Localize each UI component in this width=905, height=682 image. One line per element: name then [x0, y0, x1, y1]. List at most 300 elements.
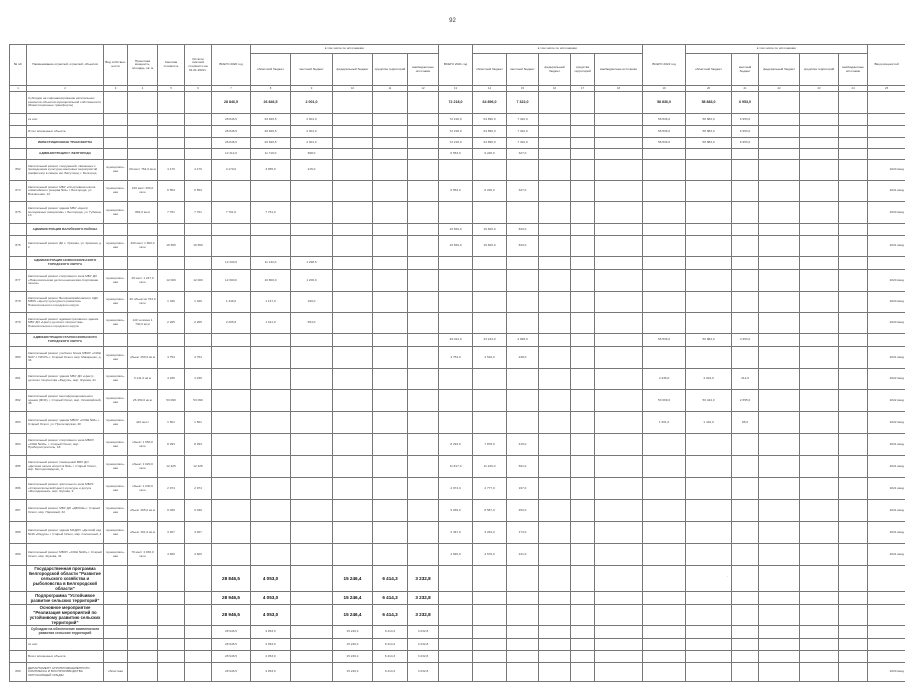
amount-cell: 6 553,0: [439, 181, 473, 202]
amount-cell: [595, 478, 643, 500]
amount-cell: [571, 639, 595, 651]
amount-cell: 173,0: [507, 522, 539, 544]
amount-cell: 50 884,0: [686, 334, 732, 347]
amount-cell: [839, 181, 868, 202]
table-row: [10, 347, 905, 369]
capacity-cell: [128, 334, 158, 347]
amount-cell: [439, 626, 473, 639]
amount-cell: [212, 224, 251, 236]
capacity-cell: обьект 265,0 кв.м: [128, 500, 158, 522]
amount-cell: [800, 334, 839, 347]
amount-cell: [759, 181, 800, 202]
capacity-cell: 45 мест 1 247,0 кв.м: [128, 270, 158, 292]
amount-cell: [408, 544, 439, 566]
col-header-extra-2022: внебюджетные источники: [839, 54, 868, 86]
amount-cell: [839, 138, 868, 149]
amount-cell: [839, 114, 868, 126]
commissioning-cell: 2022 ввод: [868, 369, 905, 390]
ownership-cell: муниципаль-ная: [104, 500, 128, 522]
amount-cell: [439, 369, 473, 390]
amount-cell: [686, 639, 732, 651]
amount-cell: [571, 592, 595, 605]
amount-cell: 28 946,5: [212, 639, 251, 651]
amount-cell: [507, 390, 539, 412]
amount-cell: [251, 500, 291, 522]
amount-cell: [539, 390, 571, 412]
amount-cell: [595, 236, 643, 257]
amount-cell: [759, 92, 800, 114]
amount-cell: [759, 651, 800, 663]
amount-cell: [373, 181, 408, 202]
amount-cell: [408, 478, 439, 500]
amount-cell: [839, 626, 868, 639]
amount-cell: 2 974: [158, 478, 185, 500]
capacity-cell: [128, 114, 158, 126]
amount-cell: [571, 92, 595, 114]
amount-cell: [571, 390, 595, 412]
column-number: 10: [333, 86, 373, 92]
amount-cell: [373, 347, 408, 369]
amount-cell: [408, 114, 439, 126]
amount-cell: 28 846,5: [212, 114, 251, 126]
ownership-cell: [104, 605, 128, 626]
amount-cell: [158, 566, 185, 592]
commissioning-cell: 2020 ввод: [868, 202, 905, 224]
object-name-cell: Капитальный ремонт помещений МБУ ДО «Детская школа искусств №2» г. Старый Оскол, мкр. Молодогвардеец, 3: [27, 456, 104, 478]
amount-cell: [251, 478, 291, 500]
amount-cell: 64 896,0: [473, 138, 507, 149]
amount-cell: 12 430,5: [212, 257, 251, 270]
amount-cell: [839, 334, 868, 347]
amount-cell: [595, 114, 643, 126]
column-number: 7: [212, 86, 251, 92]
amount-cell: 1 200,0: [291, 270, 333, 292]
amount-cell: [333, 224, 373, 236]
amount-cell: [408, 412, 439, 434]
amount-cell: [595, 651, 643, 663]
amount-cell: 241,0: [507, 544, 539, 566]
amount-cell: 4 053,0: [251, 663, 291, 682]
amount-cell: 197,0: [507, 478, 539, 500]
col-header-extra-2020: внебюджетные источники: [408, 54, 439, 86]
row-number-cell: [10, 126, 27, 138]
amount-cell: [571, 544, 595, 566]
amount-cell: 1 147,0: [251, 292, 291, 313]
amount-cell: [507, 313, 539, 334]
amount-cell: [185, 92, 212, 114]
amount-cell: [539, 270, 571, 292]
amount-cell: [595, 412, 643, 434]
amount-cell: [408, 500, 439, 522]
commissioning-cell: 2021 ввод: [868, 522, 905, 544]
object-name-cell: Капитальный ремонт учебного блока МБОУ «СОШ №27 с УИОП» г. Старый Оскол, мкр. Макаренко, д. 34: [27, 347, 104, 369]
amount-cell: [800, 292, 839, 313]
amount-cell: 4 820: [158, 544, 185, 566]
table-row: [10, 626, 905, 639]
row-number-cell: 879: [10, 313, 27, 334]
amount-cell: 327,0: [507, 181, 539, 202]
amount-cell: [539, 626, 571, 639]
object-name-cell: Субсидии на обеспечение комплексного развития сельских территорий: [27, 626, 104, 639]
amount-cell: [686, 522, 732, 544]
amount-cell: 1 501: [185, 412, 212, 434]
row-number-cell: 888: [10, 522, 27, 544]
group-header-2022: в том числе по источникам:: [686, 45, 868, 54]
amount-cell: [732, 456, 759, 478]
amount-cell: [732, 663, 759, 682]
amount-cell: [643, 626, 686, 639]
amount-cell: [291, 412, 333, 434]
amount-cell: 4 236: [158, 369, 185, 390]
commissioning-cell: 2022 ввод: [868, 390, 905, 412]
amount-cell: [643, 605, 686, 626]
amount-cell: 6 414,3: [373, 592, 408, 605]
amount-cell: [507, 257, 539, 270]
column-number: 15: [507, 86, 539, 92]
amount-cell: 4 053,0: [251, 626, 291, 639]
amount-cell: [571, 202, 595, 224]
amount-cell: 4 820,0: [439, 544, 473, 566]
amount-cell: [732, 478, 759, 500]
amount-cell: [759, 639, 800, 651]
amount-cell: [839, 160, 868, 181]
amount-cell: [595, 292, 643, 313]
amount-cell: 6 414,3: [373, 566, 408, 592]
amount-cell: 2 265: [158, 313, 185, 334]
amount-cell: [732, 313, 759, 334]
amount-cell: 3 232,8: [408, 651, 439, 663]
amount-cell: [759, 138, 800, 149]
amount-cell: [539, 224, 571, 236]
amount-cell: [686, 347, 732, 369]
amount-cell: 16 659,0: [439, 224, 473, 236]
amount-cell: [643, 500, 686, 522]
amount-cell: [373, 257, 408, 270]
table-row: [10, 270, 905, 292]
amount-cell: [800, 138, 839, 149]
amount-cell: [571, 522, 595, 544]
amount-cell: [212, 434, 251, 456]
amount-cell: [373, 292, 408, 313]
ownership-cell: [104, 149, 128, 160]
amount-cell: [158, 592, 185, 605]
amount-cell: [759, 566, 800, 592]
amount-cell: 58 883,0: [686, 92, 732, 114]
amount-cell: [212, 478, 251, 500]
ownership-cell: муниципаль-ная: [104, 202, 128, 224]
capacity-cell: [128, 126, 158, 138]
amount-cell: [333, 369, 373, 390]
row-number-cell: 885: [10, 456, 27, 478]
amount-cell: [373, 114, 408, 126]
amount-cell: 4 024,0: [686, 369, 732, 390]
capacity-cell: 400 мест 1 800,0 кв.м: [128, 236, 158, 257]
amount-cell: 2 001,0: [291, 114, 333, 126]
amount-cell: 654,0: [291, 313, 333, 334]
commissioning-cell: 2020 ввод: [868, 270, 905, 292]
row-number-cell: 882: [10, 390, 27, 412]
col-header-local-2020: местный бюджет: [291, 54, 333, 86]
amount-cell: [212, 334, 251, 347]
object-name-cell: Капитальный ремонт многофункционального здания (ФОК), г. Старый Оскол, мкр. Олимпийский, 45: [27, 390, 104, 412]
amount-cell: [759, 160, 800, 181]
amount-cell: [686, 181, 732, 202]
commissioning-cell: [868, 626, 905, 639]
amount-cell: [507, 270, 539, 292]
amount-cell: [539, 236, 571, 257]
amount-cell: [333, 236, 373, 257]
amount-cell: [759, 390, 800, 412]
amount-cell: 12 425: [185, 456, 212, 478]
object-name-cell: Капитальный ремонт здания МБОУ «ООШ №8», г. Старый Оскол, ул. Пролетарская, 40: [27, 412, 104, 434]
amount-cell: [473, 313, 507, 334]
amount-cell: [595, 434, 643, 456]
capacity-cell: [128, 626, 158, 639]
amount-cell: [185, 566, 212, 592]
amount-cell: 212,0: [732, 369, 759, 390]
amount-cell: 58 883,0: [686, 126, 732, 138]
amount-cell: 58 836,0: [643, 138, 686, 149]
row-number-cell: [10, 138, 27, 149]
amount-cell: 15 246,4: [333, 605, 373, 626]
amount-cell: [373, 434, 408, 456]
amount-cell: [291, 626, 333, 639]
amount-cell: [251, 522, 291, 544]
amount-cell: 1 416,0: [686, 412, 732, 434]
object-name-cell: Капитальный ремонт спортивного зала МБОУ «СОШ №19», г. Старый Оскол, мкр. Приборостроитель, 18: [27, 434, 104, 456]
amount-cell: 1 501: [158, 412, 185, 434]
amount-cell: [595, 92, 643, 114]
amount-cell: [595, 224, 643, 236]
amount-cell: 3 232,8: [408, 626, 439, 639]
amount-cell: [333, 544, 373, 566]
amount-cell: [373, 544, 408, 566]
amount-cell: [473, 270, 507, 292]
amount-cell: [686, 456, 732, 478]
amount-cell: [185, 224, 212, 236]
amount-cell: [185, 639, 212, 651]
amount-cell: [686, 313, 732, 334]
column-number: 9: [291, 86, 333, 92]
amount-cell: [839, 126, 868, 138]
amount-cell: [473, 369, 507, 390]
amount-cell: [571, 456, 595, 478]
amount-cell: [473, 566, 507, 592]
amount-cell: [539, 605, 571, 626]
amount-cell: [732, 224, 759, 236]
amount-cell: [571, 566, 595, 592]
object-name-cell: ДЕПАРТАМЕНТ АГРОПРОМЫШЛЕННОГО КОМПЛЕКСА И ВОСПРОИЗВОДСТВА ОКРУЖАЮЩЕЙ СРЕДЫ: [27, 663, 104, 682]
amount-cell: [185, 126, 212, 138]
amount-cell: 4 820: [185, 544, 212, 566]
col-header-total-2022: ВСЕГО 2022 год: [643, 45, 686, 86]
amount-cell: [333, 114, 373, 126]
object-name-cell: Капитальный ремонт здания МБУ «Центр молодёжных инициатив» г. Белгорода, ул. Губкина, 13: [27, 202, 104, 224]
amount-cell: [800, 456, 839, 478]
amount-cell: [507, 292, 539, 313]
amount-cell: [571, 257, 595, 270]
ownership-cell: муниципаль-ная: [104, 522, 128, 544]
amount-cell: 6 414,3: [373, 626, 408, 639]
amount-cell: 28 946,5: [212, 663, 251, 682]
column-number: 8: [251, 86, 291, 92]
amount-cell: [473, 160, 507, 181]
amount-cell: 6 414,3: [373, 651, 408, 663]
amount-cell: [333, 270, 373, 292]
capacity-cell: обьект 401,0 кв.м: [128, 522, 158, 544]
amount-cell: [595, 160, 643, 181]
amount-cell: [686, 224, 732, 236]
column-number: 22: [759, 86, 800, 92]
column-number: 16: [539, 86, 571, 92]
capacity-cell: 410 мест: [128, 412, 158, 434]
amount-cell: [185, 114, 212, 126]
amount-cell: [686, 663, 732, 682]
amount-cell: 4 236,0: [643, 369, 686, 390]
amount-cell: [291, 566, 333, 592]
amount-cell: [158, 639, 185, 651]
amount-cell: [571, 626, 595, 639]
object-name-cell: Капитальный ремонт здания МБУ ДО «Центр детского творчества «Радуга», мкр. Жукова, 41: [27, 369, 104, 390]
commissioning-cell: [868, 92, 905, 114]
object-name-cell: Государственная программа Белгородской области "Развитие сельского хозяйства и рыболовства в Белгородской области": [27, 566, 104, 592]
amount-cell: 199,0: [291, 292, 333, 313]
amount-cell: 15 246,4: [333, 639, 373, 651]
amount-cell: [473, 605, 507, 626]
table-row: [10, 92, 905, 114]
amount-cell: [643, 434, 686, 456]
col-header-regional-2022: областной бюджет: [686, 54, 732, 86]
column-number: 24: [839, 86, 868, 92]
amount-cell: [732, 500, 759, 522]
amount-cell: [595, 500, 643, 522]
amount-cell: [333, 347, 373, 369]
amount-cell: [839, 313, 868, 334]
amount-cell: 12 414,0: [212, 149, 251, 160]
ownership-cell: [104, 92, 128, 114]
object-name-cell: из них:: [27, 639, 104, 651]
amount-cell: 15 826,0: [473, 224, 507, 236]
amount-cell: [539, 456, 571, 478]
amount-cell: 3 232,8: [408, 663, 439, 682]
amount-cell: [732, 639, 759, 651]
amount-cell: 1 501,0: [643, 412, 686, 434]
amount-cell: [732, 434, 759, 456]
amount-cell: 26 846,5: [251, 92, 291, 114]
amount-cell: 2 777,0: [473, 478, 507, 500]
amount-cell: 26 846,5: [251, 138, 291, 149]
amount-cell: [686, 544, 732, 566]
amount-cell: 6 553: [158, 181, 185, 202]
amount-cell: [158, 651, 185, 663]
amount-cell: [759, 500, 800, 522]
amount-cell: 833,0: [507, 236, 539, 257]
amount-cell: [595, 181, 643, 202]
amount-cell: [571, 369, 595, 390]
amount-cell: [595, 334, 643, 347]
amount-cell: [539, 149, 571, 160]
col-header-regional-2020: областной бюджет: [251, 54, 291, 86]
amount-cell: [643, 270, 686, 292]
amount-cell: 4 053,0: [251, 651, 291, 663]
amount-cell: [571, 292, 595, 313]
amount-cell: [595, 369, 643, 390]
amount-cell: 4 516,0: [473, 347, 507, 369]
amount-cell: [800, 651, 839, 663]
amount-cell: [185, 663, 212, 682]
amount-cell: [759, 313, 800, 334]
amount-cell: [800, 126, 839, 138]
amount-cell: [408, 369, 439, 390]
amount-cell: [333, 500, 373, 522]
commissioning-cell: [868, 114, 905, 126]
amount-cell: [595, 566, 643, 592]
amount-cell: [185, 138, 212, 149]
row-number-cell: 875: [10, 202, 27, 224]
amount-cell: [439, 592, 473, 605]
amount-cell: [408, 334, 439, 347]
amount-cell: 58 836,0: [643, 114, 686, 126]
amount-cell: [732, 257, 759, 270]
object-name-cell: Капитальный ремонт МБУ «Спортивная школа олимпийского резерва №2» г. Белгорода, ул. Вокзальная, 12: [27, 181, 104, 202]
amount-cell: [539, 92, 571, 114]
amount-cell: 12 425: [158, 456, 185, 478]
amount-cell: [686, 202, 732, 224]
column-number: 19: [643, 86, 686, 92]
amount-cell: [291, 456, 333, 478]
amount-cell: [212, 456, 251, 478]
amount-cell: [759, 270, 800, 292]
amount-cell: 7 322,0: [507, 114, 539, 126]
commissioning-cell: [868, 639, 905, 651]
amount-cell: [571, 114, 595, 126]
amount-cell: [408, 522, 439, 544]
capacity-cell: [128, 257, 158, 270]
amount-cell: [595, 456, 643, 478]
amount-cell: 4 170: [158, 160, 185, 181]
amount-cell: [333, 334, 373, 347]
col-header-commissioning: Ввод мощностей: [868, 45, 905, 86]
column-number: 2: [27, 86, 104, 92]
amount-cell: [439, 412, 473, 434]
object-name-cell: АДМИНИСТРАЦИЯ НОВООСКОЛЬСКОГО ГОРОДСКОГО ОКРУГА: [27, 257, 104, 270]
page-number: 92: [0, 18, 905, 24]
commissioning-cell: [868, 126, 905, 138]
amount-cell: 9 039: [158, 500, 185, 522]
ownership-cell: муниципаль-ная: [104, 236, 128, 257]
amount-cell: 6 553,0: [439, 149, 473, 160]
group-header-2020: в том числе по источникам:: [251, 45, 439, 54]
amount-cell: [759, 434, 800, 456]
amount-cell: [595, 522, 643, 544]
amount-cell: [800, 522, 839, 544]
amount-cell: 6 953,0: [732, 92, 759, 114]
amount-cell: [595, 202, 643, 224]
column-number: 3: [104, 86, 128, 92]
amount-cell: [251, 181, 291, 202]
table-row: [10, 522, 905, 544]
amount-cell: [643, 181, 686, 202]
column-number: 12: [408, 86, 439, 92]
amount-cell: [759, 149, 800, 160]
amount-cell: [643, 478, 686, 500]
amount-cell: [291, 236, 333, 257]
table-row: [10, 369, 905, 390]
amount-cell: [251, 412, 291, 434]
amount-cell: [643, 456, 686, 478]
amount-cell: [643, 347, 686, 369]
amount-cell: [643, 651, 686, 663]
